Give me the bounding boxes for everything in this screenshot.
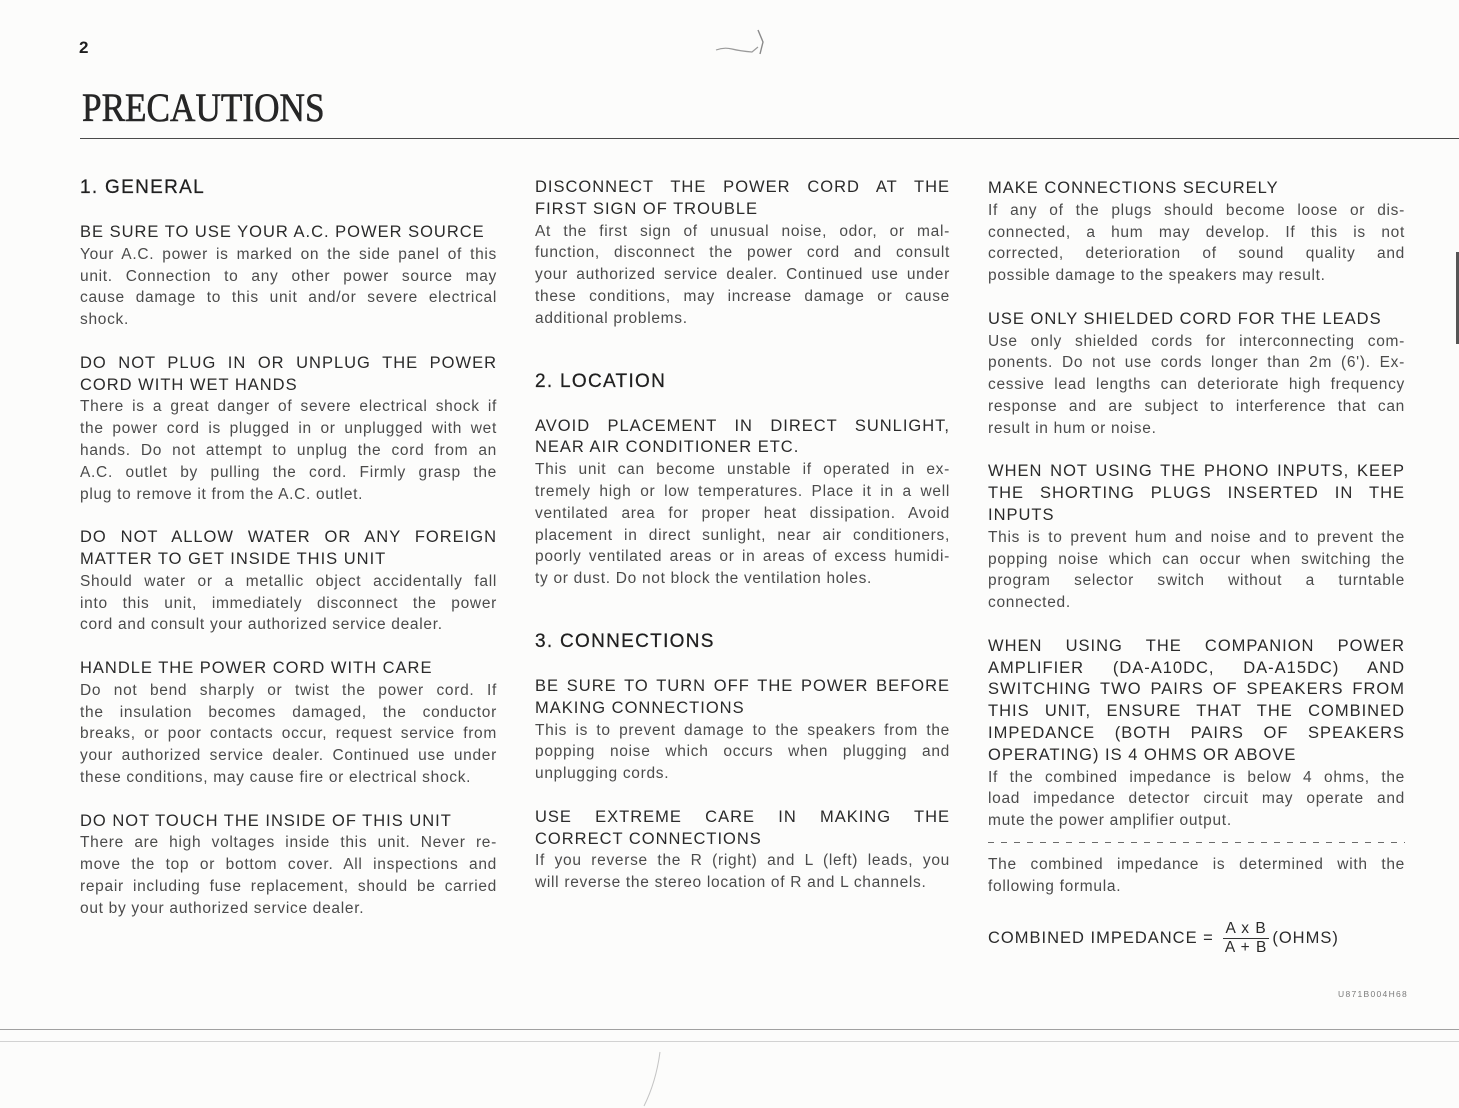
impedance-formula: [988, 918, 1405, 958]
item-body-line: function, disconnect the power cord and consult: [535, 244, 950, 262]
item-heading-line: AVOID PLACEMENT IN DIRECT SUNLIGHT,: [535, 416, 950, 435]
precaution-item: [80, 353, 497, 506]
precaution-item: [535, 807, 950, 894]
page-number: 2: [79, 38, 89, 57]
precaution-item: [988, 636, 1405, 898]
item-heading-line: MATTER TO GET INSIDE THIS UNIT: [80, 549, 387, 568]
item-body-line: these conditions, may cause fire or electrical shock.: [80, 768, 472, 786]
item-body-line: This is to prevent hum and noise and to prevent the: [988, 528, 1405, 546]
item-heading-line: NEAR AIR CONDITIONER ETC.: [535, 438, 800, 457]
item-heading-line: CORD WITH WET HANDS: [80, 375, 298, 394]
title-rule: [80, 138, 1459, 139]
item-body-line: popping noise which can occur when switching the: [988, 550, 1405, 568]
item-body-line: move the top or bottom cover. All inspections and: [80, 856, 497, 874]
item-heading-line: USE EXTREME CARE IN MAKING THE: [535, 807, 950, 826]
page-title: PRECAUTIONS: [82, 85, 325, 130]
formula-unit: (OHMS): [1272, 928, 1339, 947]
item-body-line: hands. Do not attempt to unplug the cord from an: [80, 441, 497, 459]
page-edge-bottom-shadow: [0, 1041, 1459, 1042]
item-body-line: placement in direct sunlight, near air conditioners,: [535, 526, 950, 544]
item-heading-line: DO NOT ALLOW WATER OR ANY FOREIGN: [80, 528, 497, 547]
item-body-line: the power cord is plugged in or unplugged with wet: [80, 420, 497, 438]
page-edge-bottom: [0, 1029, 1459, 1030]
item-body-line: additional problems.: [535, 309, 688, 327]
item-body-line: connected.: [988, 594, 1071, 612]
item-heading-line: AMPLIFIER (DA-A10DC, DA-A15DC) AND: [988, 658, 1405, 677]
item-body-line: ventilated area for proper heat dissipation. Avoid: [535, 504, 950, 522]
item-heading-line: DO NOT TOUCH THE INSIDE OF THIS UNIT: [80, 811, 452, 830]
item-heading-line: CORRECT CONNECTIONS: [535, 829, 762, 848]
item-body-line: There is a great danger of severe electrical shock if: [80, 398, 497, 416]
item-body-line: If you reverse the R (right) and L (left) leads, you: [535, 852, 950, 870]
item-body-line: Your A.C. power is marked on the side panel of this: [80, 245, 497, 263]
precaution-item: [80, 811, 497, 920]
item-heading-line: SWITCHING TWO PAIRS OF SPEAKERS FROM: [988, 680, 1405, 699]
item-body-line: possible damage to the speakers may result.: [988, 267, 1326, 285]
item-heading-line: IMPEDANCE (BOTH PAIRS OF SPEAKERS: [988, 723, 1405, 742]
precaution-item: [80, 658, 497, 789]
item-body-line: into this unit, immediately disconnect the power: [80, 594, 497, 612]
item-heading-line: DO NOT PLUG IN OR UNPLUG THE POWER: [80, 353, 497, 372]
column-left: [80, 176, 497, 920]
note-divider: [988, 832, 1405, 854]
item-body-line: A.C. outlet by pulling the cord. Firmly grasp the: [80, 463, 497, 481]
item-body-line: your authorized service dealer. Continued use under: [535, 266, 950, 284]
item-heading-line: MAKING CONNECTIONS: [535, 698, 745, 717]
item-heading-line: FIRST SIGN OF TROUBLE: [535, 199, 759, 218]
formula-fraction: [1223, 920, 1270, 957]
item-body-line: plug to remove it from the A.C. outlet.: [80, 485, 364, 503]
note-line: following formula.: [988, 877, 1122, 895]
item-body-line: these conditions, may increase damage or cause: [535, 287, 950, 305]
item-body-line: cord and consult your authorized service dealer.: [80, 616, 443, 634]
precaution-item: [80, 527, 497, 636]
item-heading-line: BE SURE TO USE YOUR A.C. POWER SOURCE: [80, 223, 485, 241]
item-body-line: program selector switch without a turntable: [988, 572, 1405, 590]
item-body-line: This unit can become unstable if operated in ex-: [535, 461, 950, 479]
item-body-line: cessive lead lengths can deteriorate high frequency: [988, 376, 1405, 394]
item-body-line: unit. Connection to any other power source may: [80, 267, 497, 285]
item-body-line: the insulation becomes damaged, the conductor: [80, 703, 497, 721]
precaution-item: [535, 416, 950, 590]
precaution-item: [988, 309, 1405, 440]
item-heading-line: OPERATING) IS 4 OHMS OR ABOVE: [988, 745, 1297, 764]
precaution-item: [80, 222, 497, 331]
item-body-line: poorly ventilated areas or in areas of excess humidi-: [535, 548, 950, 566]
item-body-line: repair including fuse replacement, should be carried: [80, 877, 497, 895]
item-body-line: out by your authorized service dealer.: [80, 899, 365, 917]
item-body-line: Should water or a metallic object accidentally fall: [80, 572, 497, 590]
page-edge-right: [1456, 252, 1459, 344]
column-right: [988, 178, 1405, 958]
item-body-line: ty or dust. Do not block the ventilation holes.: [535, 570, 873, 588]
item-heading-line: WHEN NOT USING THE PHONO INPUTS, KEEP: [988, 462, 1405, 481]
formula-denominator: A + B: [1224, 938, 1268, 956]
precaution-item: [535, 177, 950, 330]
item-body-line: breaks, or poor contacts occur, request service from: [80, 725, 497, 743]
item-heading-line: WHEN USING THE COMPANION POWER: [988, 636, 1405, 655]
item-heading-line: MAKE CONNECTIONS SECURELY: [988, 179, 1279, 197]
item-body-line: If any of the plugs should become loose or dis-: [988, 201, 1405, 219]
item-body-line: If the combined impedance is below 4 ohms, the: [988, 768, 1405, 786]
footer-code: U871B004H68: [1338, 989, 1409, 999]
item-body-line: will reverse the stereo location of R and L channels.: [535, 874, 927, 892]
item-body-line: popping noise which occurs when plugging and: [535, 743, 950, 761]
precaution-item: [535, 676, 950, 785]
scan-curve: [630, 1050, 670, 1108]
item-body-line: Do not bend sharply or twist the power cord. If: [80, 681, 497, 699]
item-heading-line: HANDLE THE POWER CORD WITH CARE: [80, 658, 433, 677]
section-heading: 3. CONNECTIONS: [535, 630, 715, 652]
item-heading-line: INPUTS: [988, 505, 1055, 524]
item-heading-line: DISCONNECT THE POWER CORD AT THE: [535, 178, 950, 196]
precaution-item: [988, 178, 1405, 287]
item-body-line: This is to prevent damage to the speakers from the: [535, 721, 950, 739]
item-body-line: result in hum or noise.: [988, 419, 1157, 437]
item-body-line: cause damage to this unit and/or severe electrical: [80, 289, 497, 307]
note-line: The combined impedance is determined with the: [988, 855, 1405, 873]
item-body-line: corrected, deterioration of sound quality and: [988, 245, 1405, 263]
item-heading-line: THIS UNIT, ENSURE THAT THE COMBINED: [988, 702, 1405, 721]
section-heading: 2. LOCATION: [535, 370, 667, 392]
item-body-line: ponents. Do not use cords longer than 2m (6'). Ex-: [988, 354, 1405, 372]
item-body-line: Use only shielded cords for interconnecting com-: [988, 332, 1405, 350]
item-heading-line: USE ONLY SHIELDED CORD FOR THE LEADS: [988, 309, 1382, 328]
item-body-line: your authorized service dealer. Continued use under: [80, 747, 497, 765]
column-middle: [535, 177, 950, 894]
item-body-line: tremely high or low temperatures. Place it in a well: [535, 482, 950, 500]
section-heading: 1. GENERAL: [80, 177, 205, 198]
item-body-line: response and are subject to interference that can: [988, 397, 1405, 415]
item-body-line: There are high voltages inside this unit. Never re-: [80, 834, 497, 852]
item-body-line: At the first sign of unusual noise, odor, or mal-: [535, 222, 950, 240]
formula-label: COMBINED IMPEDANCE =: [988, 928, 1214, 947]
item-body-line: unplugging cords.: [535, 765, 670, 783]
item-heading-line: BE SURE TO TURN OFF THE POWER BEFORE: [535, 676, 950, 695]
formula-numerator: A x B: [1225, 919, 1267, 937]
item-body-line: mute the power amplifier output.: [988, 812, 1232, 830]
scan-mark: [712, 26, 784, 66]
item-heading-line: THE SHORTING PLUGS INSERTED IN THE: [988, 484, 1405, 503]
item-body-line: load impedance detector circuit may operate and: [988, 790, 1405, 808]
item-body-line: connected, a hum may develop. If this is not: [988, 223, 1405, 241]
item-body-line: shock.: [80, 311, 129, 329]
precaution-item: [988, 461, 1405, 614]
